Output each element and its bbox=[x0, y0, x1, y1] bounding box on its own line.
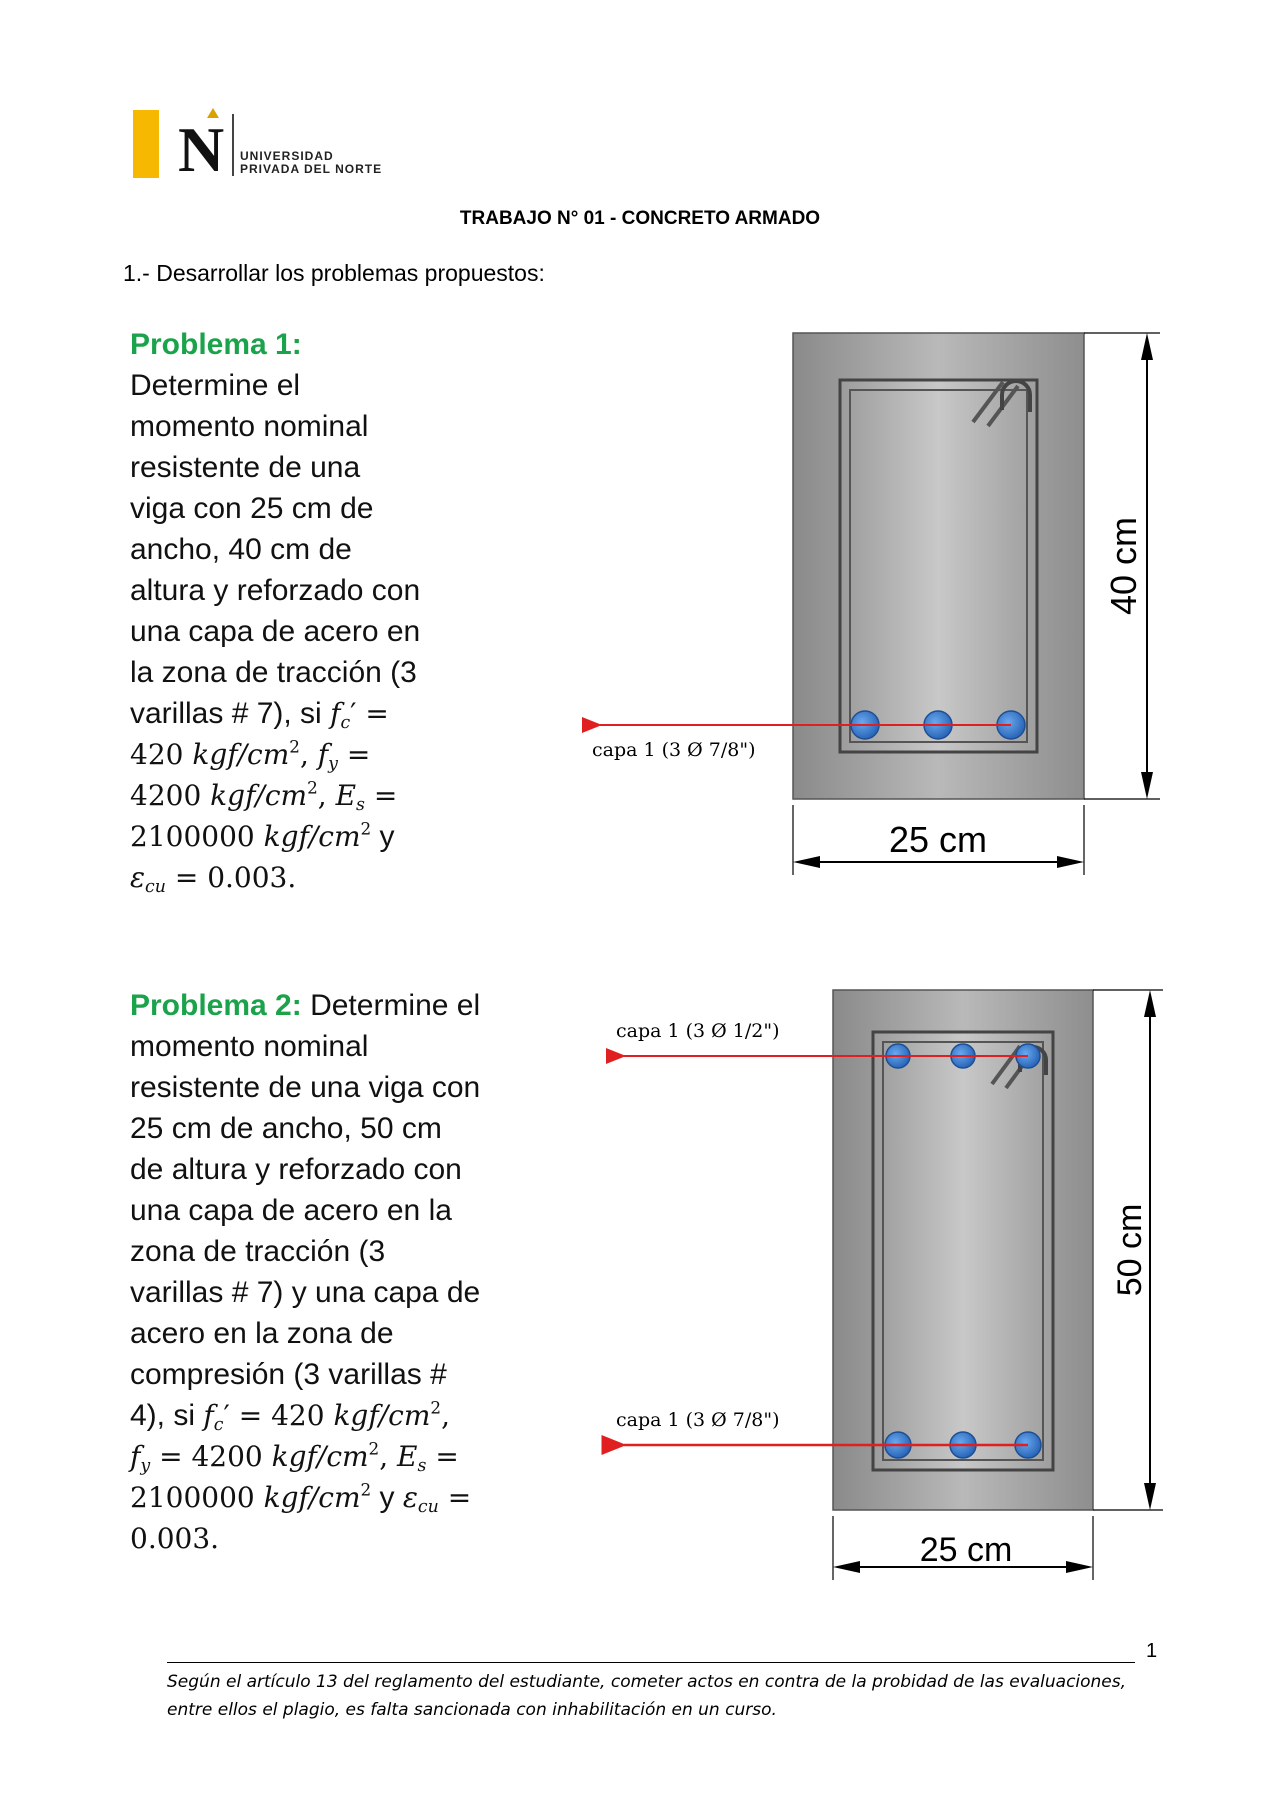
problem-2-line: resistente de una viga con bbox=[130, 1071, 481, 1104]
figure-2-bottom-layer-label: capa 1 (3 Ø 7/8") bbox=[616, 1409, 780, 1431]
problem-1-heading: Problema 1: bbox=[130, 328, 302, 361]
figure-1-height-label: 40 cm bbox=[1103, 516, 1144, 616]
problem-1-line: viga con 25 cm de bbox=[130, 492, 374, 525]
figure-2-width-label: 25 cm bbox=[919, 1531, 1013, 1569]
footer-note: Según el artículo 13 del reglamento del estudiante, cometer actos en contra de la probidad de las evaluaciones, entre ellos el plagio, es falta sancionada con inhabilitación en un curso. bbox=[167, 1672, 1127, 1720]
problem-1-line: resistente de una bbox=[130, 451, 361, 484]
figure-1-width-label: 25 cm bbox=[888, 819, 988, 860]
problem-1-line: altura y reforzado con bbox=[130, 574, 421, 607]
problem-1-line: ancho, 40 cm de bbox=[130, 533, 352, 566]
problem-2-math-line-1: 4), si $f_c' = 420$ kgf/$cm^2$, bbox=[130, 1397, 450, 1436]
figure-2-top-layer-label: capa 1 (3 Ø 1/2") bbox=[616, 1020, 780, 1042]
problem-1-line: una capa de acero en bbox=[130, 615, 421, 648]
problem-1-line: Determine el bbox=[130, 369, 301, 402]
problem-2-line: varillas # 7) y una capa de bbox=[130, 1276, 481, 1309]
logo-letter: N bbox=[178, 114, 225, 185]
problem-2-line: 25 cm de ancho, 50 cm bbox=[130, 1112, 442, 1145]
problem-2-line: momento nominal bbox=[130, 1030, 369, 1063]
problem-2-line: zona de tracción (3 bbox=[130, 1235, 386, 1268]
problem-2-line: de altura y reforzado con bbox=[130, 1153, 462, 1186]
page-number: 1 bbox=[1146, 1640, 1158, 1662]
beam-section-1 bbox=[600, 333, 1160, 875]
logo-line-2: PRIVADA DEL NORTE bbox=[240, 162, 383, 176]
problem-2-math-line-2: $f_y = 4200$ kgf/$cm^2$, $E_s$ = bbox=[130, 1438, 459, 1477]
problem-2-math-line-3: 2100000 kgf/$cm^2$ y $\varepsilon_{cu}$ = bbox=[130, 1479, 472, 1518]
problem-1-math-line-5: $\varepsilon_{cu} = 0.003$. bbox=[130, 861, 297, 898]
problem-1-math-line-2: 420 kgf/$cm^2$, $f_y$ = bbox=[130, 736, 371, 775]
problem-2-line: una capa de acero en la bbox=[130, 1194, 452, 1227]
problem-1-line: momento nominal bbox=[130, 410, 369, 443]
problem-1-math-line-4: 2100000 kgf/$cm^2$ y bbox=[130, 818, 395, 853]
document-title: TRABAJO N° 01 - CONCRETO ARMADO bbox=[459, 208, 821, 229]
beam-section-2 bbox=[624, 990, 1163, 1580]
problem-2-math-line-4: 0.003. bbox=[130, 1522, 220, 1555]
problem-2-line: acero en la zona de bbox=[130, 1317, 394, 1350]
problem-2-first-line: Problema 2: Determine el bbox=[130, 989, 481, 1022]
problem-2-line: compresión (3 varillas # bbox=[130, 1358, 447, 1391]
logo-line-1: UNIVERSIDAD bbox=[240, 149, 334, 163]
problem-1-line: la zona de tracción (3 bbox=[130, 656, 417, 689]
figure-2-height-label: 50 cm bbox=[1111, 1203, 1149, 1297]
intro-text: 1.- Desarrollar los problemas propuestos: bbox=[123, 260, 545, 286]
footer-divider bbox=[167, 1662, 1135, 1663]
figure-1-layer-label: capa 1 (3 Ø 7/8") bbox=[592, 739, 756, 761]
problem-1-math-line-3: 4200 kgf/$cm^2$, $E_s$ = bbox=[130, 777, 398, 816]
problem-1-math-line-1: varillas # 7), si $f_c'$ = bbox=[130, 697, 389, 734]
